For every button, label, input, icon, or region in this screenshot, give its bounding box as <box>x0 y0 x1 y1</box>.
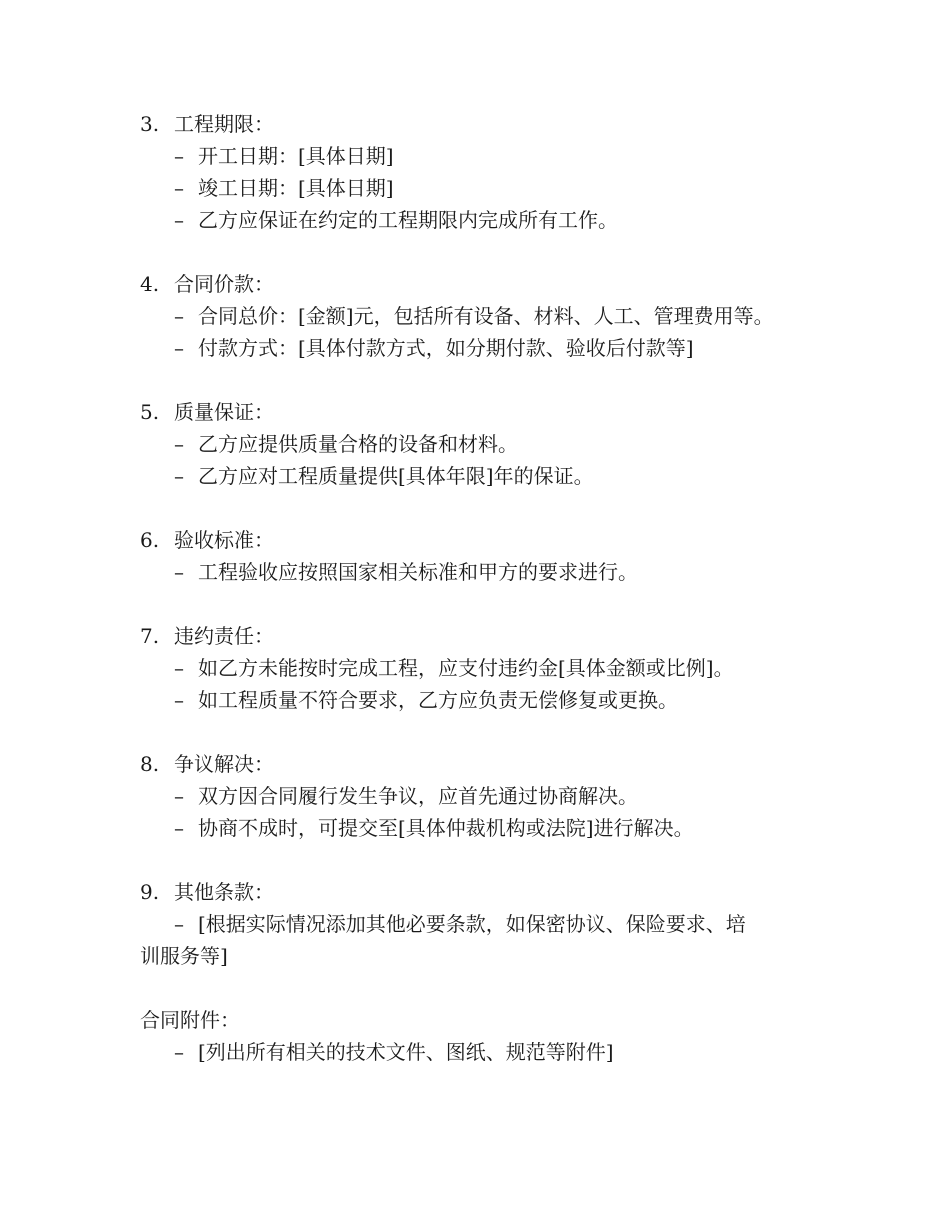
section-title: 其他条款： <box>174 880 274 904</box>
section-heading <box>140 396 820 428</box>
section-title: 工程期限： <box>174 112 274 136</box>
section-4 <box>140 268 820 364</box>
section-3 <box>140 108 820 236</box>
section-title: 验收标准： <box>174 528 274 552</box>
section-title: 争议解决： <box>174 752 274 776</box>
section-number: 9. <box>140 880 160 904</box>
item-text: [列出所有相关的技术文件、图纸、规范等附件] <box>198 1040 614 1064</box>
list-item <box>140 1036 820 1068</box>
item-text: 付款方式：[具体付款方式，如分期付款、验收后付款等] <box>198 336 694 360</box>
list-item <box>140 204 820 236</box>
section-heading <box>140 108 820 140</box>
section-heading <box>140 268 820 300</box>
section-7 <box>140 620 820 716</box>
section-number: 8. <box>140 752 160 776</box>
section-number: 4. <box>140 272 160 296</box>
bullet-dash: – <box>174 816 184 840</box>
section-heading <box>140 620 820 652</box>
list-item <box>140 812 820 844</box>
list-item <box>140 556 820 588</box>
list-item <box>140 172 820 204</box>
section-title: 质量保证： <box>174 400 274 424</box>
bullet-dash: – <box>174 336 184 360</box>
item-text: 双方因合同履行发生争议，应首先通过协商解决。 <box>198 784 638 808</box>
item-text: 竣工日期：[具体日期] <box>198 176 394 200</box>
item-text: 如工程质量不符合要求，乙方应负责无偿修复或更换。 <box>198 688 678 712</box>
bullet-dash: – <box>174 560 184 584</box>
list-item <box>140 428 820 460</box>
item-text: 协商不成时，可提交至[具体仲裁机构或法院]进行解决。 <box>198 816 694 840</box>
list-item <box>140 684 820 716</box>
attachment-title: 合同附件： <box>140 1008 240 1032</box>
section-number: 7. <box>140 624 160 648</box>
section-5 <box>140 396 820 492</box>
item-text: 开工日期：[具体日期] <box>198 144 394 168</box>
item-text: 合同总价：[金额]元，包括所有设备、材料、人工、管理费用等。 <box>198 304 774 328</box>
item-text: 乙方应对工程质量提供[具体年限]年的保证。 <box>198 464 594 488</box>
list-item <box>140 908 820 940</box>
list-item <box>140 652 820 684</box>
section-title: 合同价款： <box>174 272 274 296</box>
list-item <box>140 140 820 172</box>
list-item <box>140 300 820 332</box>
contract-page <box>140 108 820 1100</box>
bullet-dash: – <box>174 656 184 680</box>
list-item <box>140 460 820 492</box>
item-text: 乙方应保证在约定的工程期限内完成所有工作。 <box>198 208 618 232</box>
item-text-line-2: 训服务等] <box>140 944 228 968</box>
bullet-dash: – <box>174 144 184 168</box>
item-text: 如乙方未能按时完成工程，应支付违约金[具体金额或比例]。 <box>198 656 734 680</box>
section-6 <box>140 524 820 588</box>
bullet-dash: – <box>174 304 184 328</box>
section-heading <box>140 524 820 556</box>
item-text: 乙方应提供质量合格的设备和材料。 <box>198 432 518 456</box>
item-text: 工程验收应按照国家相关标准和甲方的要求进行。 <box>198 560 638 584</box>
section-number: 5. <box>140 400 160 424</box>
section-8 <box>140 748 820 844</box>
section-heading <box>140 748 820 780</box>
item-text-line-1: [根据实际情况添加其他必要条款，如保密协议、保险要求、培 <box>198 912 746 936</box>
bullet-dash: – <box>174 784 184 808</box>
section-9 <box>140 876 820 972</box>
list-item <box>140 780 820 812</box>
attachment-section <box>140 1004 820 1068</box>
bullet-dash: – <box>174 688 184 712</box>
section-number: 3. <box>140 112 160 136</box>
bullet-dash: – <box>174 1040 184 1064</box>
section-number: 6. <box>140 528 160 552</box>
bullet-dash: – <box>174 208 184 232</box>
bullet-dash: – <box>174 176 184 200</box>
bullet-dash: – <box>174 432 184 456</box>
section-heading <box>140 876 820 908</box>
bullet-dash: – <box>174 912 184 936</box>
bullet-dash: – <box>174 464 184 488</box>
list-item <box>140 332 820 364</box>
section-title: 违约责任： <box>174 624 274 648</box>
